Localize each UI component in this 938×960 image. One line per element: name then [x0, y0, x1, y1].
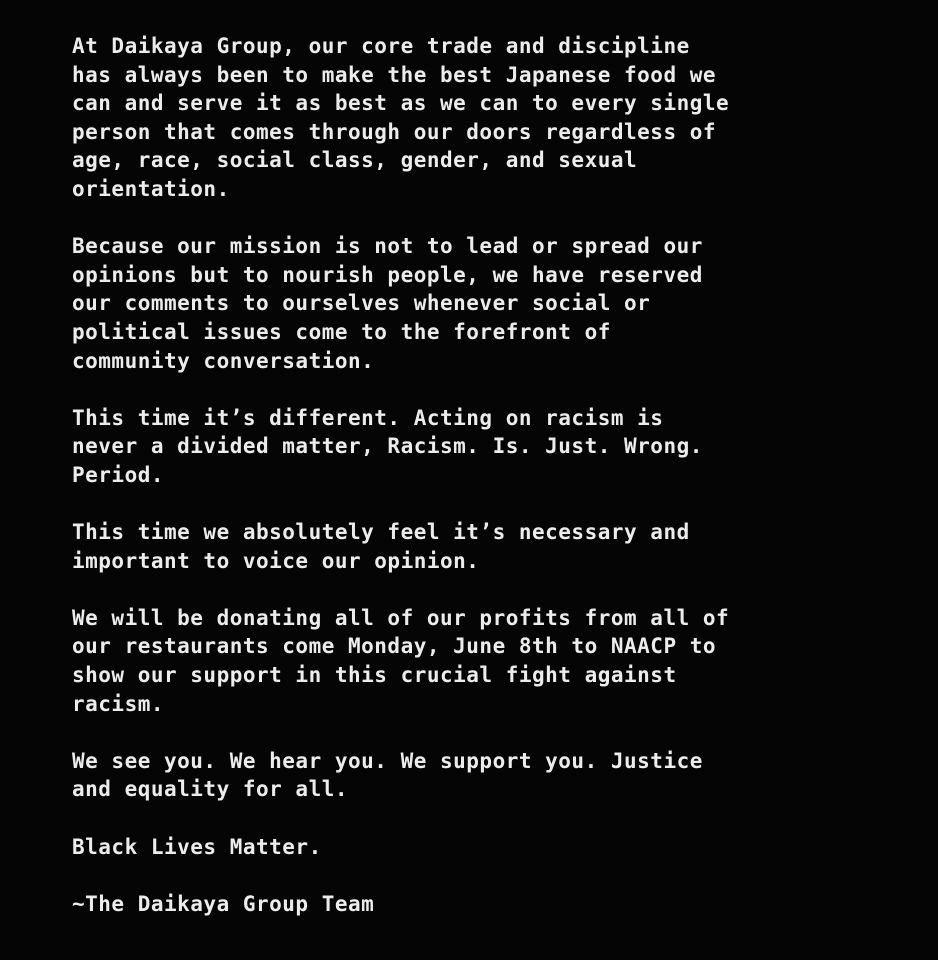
- signature: ~The Daikaya Group Team: [72, 891, 375, 916]
- paragraph-donation: We will be donating all of our profits from all of our restaurants come Monday, June 8th to NAACP to show our support in this crucial fight against racism.: [72, 605, 730, 716]
- paragraph-black-lives-matter: Black Lives Matter.: [72, 834, 322, 859]
- paragraph-support: We see you. We hear you. We support you. Justice and equality for all.: [72, 748, 703, 802]
- paragraph-mission: Because our mission is not to lead or spread our opinions but to nourish people, we have reserved our comments to ourselves whenever social or political issues come to the forefront of community conversation.: [72, 234, 703, 373]
- paragraph-voice-opinion: This time we absolutely feel it’s necessary and important to voice our opinion.: [72, 520, 690, 573]
- paragraph-core-discipline: At Daikaya Group, our core trade and discipline has always been to make the best Japanese food we can and serve it as best as we can to every single person that comes through our doors regardless of age, race, social class, gender, and sexual orientation.: [72, 34, 730, 201]
- statement-text: [72, 32, 872, 918]
- paragraph-racism: This time it’s different. Acting on racism is never a divided matter, Racism. Is. Just. Wrong. Period.: [72, 405, 703, 487]
